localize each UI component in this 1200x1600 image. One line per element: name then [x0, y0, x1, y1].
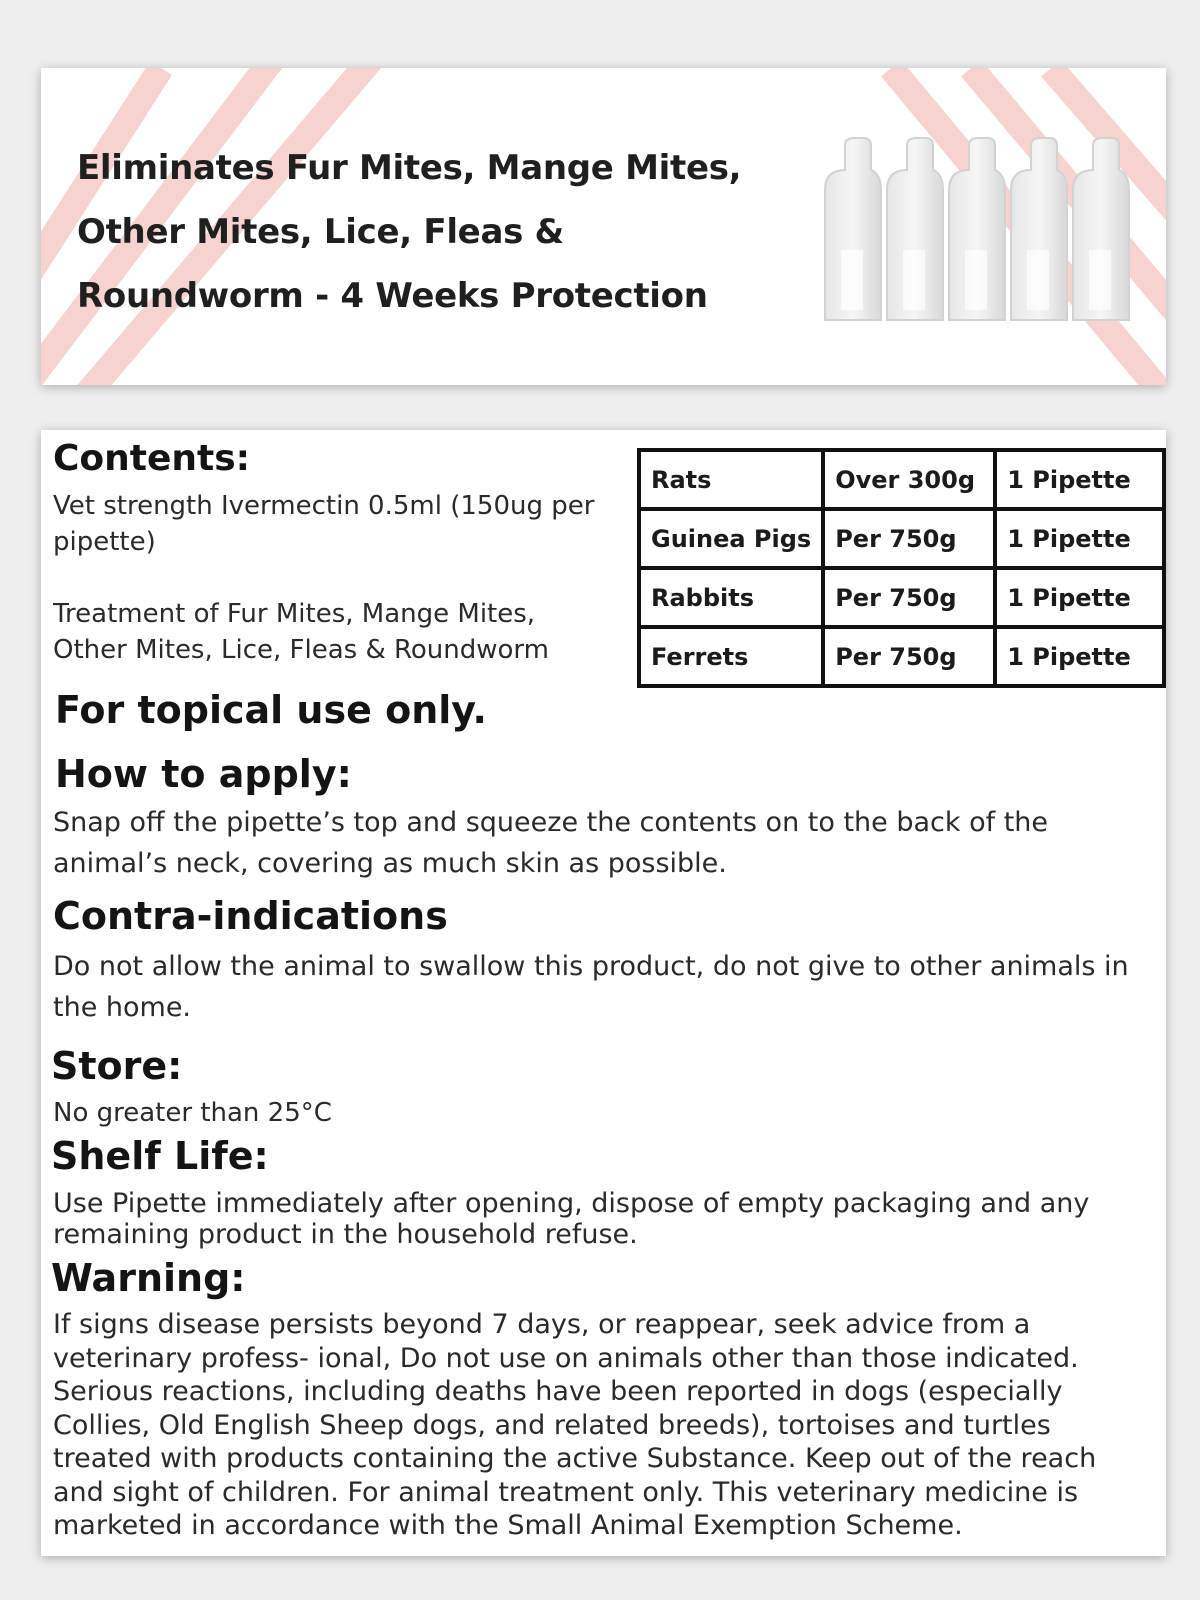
product-label — [41, 430, 1166, 1556]
how-to-apply-text: Snap off the pipette’s top and squeeze the contents on to the back of the animal’s neck, covering as much skin as possible. — [53, 807, 1049, 879]
store-heading: Store: — [51, 1044, 183, 1088]
warning-heading: Warning: — [51, 1256, 246, 1300]
warning-text: If signs disease persists beyond 7 days, or reappear, seek advice from a veterinary profess- ional, Do not use on animals other than those indicated. Serious reactions, including deaths have been reported in dogs (especially Collies, Old English Sheep dogs, and related breeds), tortoises and turtles treated with products containing the active Substance. Keep out of the reach and sight of children. For animal treatment only. This veterinary medicine is marketed in accordance with the Small Animal Exemption Scheme. — [53, 1309, 1097, 1541]
topical-use-notice: For topical use only. — [55, 688, 487, 732]
weight-cell: Per 750g — [823, 509, 995, 568]
weight-cell: Per 750g — [823, 568, 995, 627]
contra-indications-text: Do not allow the animal to swallow this product, do not give to other animals in the home. — [53, 951, 1129, 1023]
how-to-apply-heading: How to apply: — [55, 752, 352, 796]
table-row — [639, 450, 1164, 509]
pipette-pack-image — [815, 130, 1135, 330]
store-text: No greater than 25°C — [53, 1098, 332, 1128]
shelf-life-text: Use Pipette immediately after opening, dispose of empty packaging and any remaining product in the household refuse. — [53, 1188, 1090, 1250]
animal-cell: Rats — [639, 450, 823, 509]
shelf-life-heading: Shelf Life: — [51, 1134, 269, 1178]
dose-cell: 1 Pipette — [995, 568, 1164, 627]
contents-heading: Contents: — [53, 438, 251, 479]
table-row — [639, 568, 1164, 627]
weight-cell: Per 750g — [823, 627, 995, 686]
contents-text: Vet strength Ivermectin 0.5ml (150ug per pipette) — [53, 491, 595, 557]
banner-title: Eliminates Fur Mites, Mange Mites, Other Mites, Lice, Fleas & Roundworm - 4 Weeks Protection — [77, 148, 742, 316]
dose-cell: 1 Pipette — [995, 509, 1164, 568]
dose-cell: 1 Pipette — [995, 627, 1164, 686]
contra-indications-heading: Contra-indications — [53, 894, 448, 938]
product-banner — [41, 68, 1166, 385]
animal-cell: Rabbits — [639, 568, 823, 627]
weight-cell: Over 300g — [823, 450, 995, 509]
dose-cell: 1 Pipette — [995, 450, 1164, 509]
animal-cell: Ferrets — [639, 627, 823, 686]
table-row — [639, 509, 1164, 568]
dosage-table — [637, 448, 1166, 688]
table-row — [639, 627, 1164, 686]
treatment-text: Treatment of Fur Mites, Mange Mites, Other Mites, Lice, Fleas & Roundworm — [53, 599, 549, 665]
animal-cell: Guinea Pigs — [639, 509, 823, 568]
